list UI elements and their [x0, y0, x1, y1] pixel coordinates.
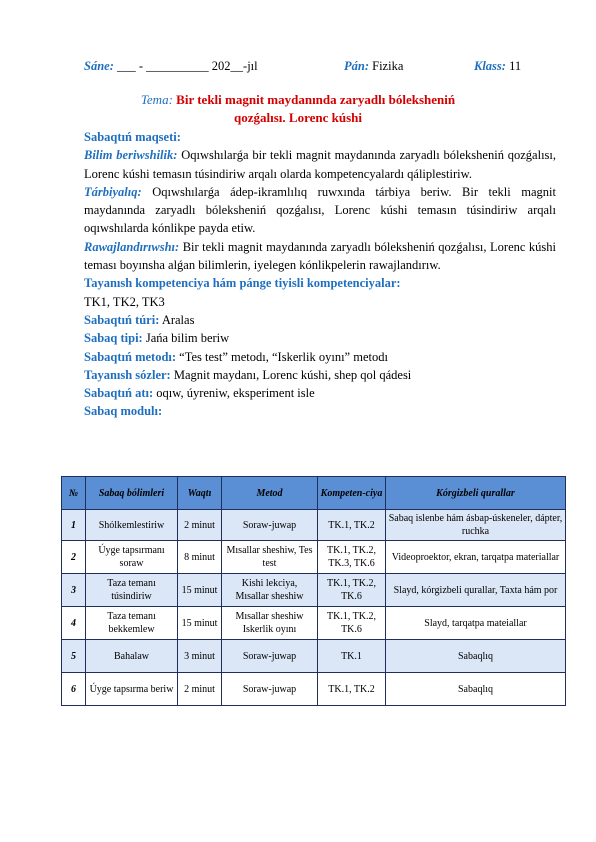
goals-heading: Sabaqtıń maqseti: [84, 130, 181, 144]
key-words-label: Tayanısh sózler: [84, 367, 171, 382]
lesson-kind-label: Sabaq tipi: [84, 331, 143, 346]
subject-field [344, 59, 403, 74]
class-value: 11 [509, 59, 522, 73]
theme-label: Tema: [140, 92, 173, 107]
table-row [62, 673, 566, 706]
education-goal [84, 146, 556, 183]
date-field [84, 59, 258, 74]
table-row [62, 510, 566, 541]
competencies-value: TK1, TK2, TK3 [84, 294, 165, 309]
subject-label: Pán: [344, 59, 369, 73]
row-time: 15 minut [178, 607, 222, 640]
upbringing-goal [84, 183, 556, 238]
row-method: Kishi lekciya, Mısallar sheshiw [222, 574, 318, 607]
subject-value: Fizika [372, 59, 404, 73]
class-field [474, 59, 521, 74]
education-label: Bilim beriwshilik: [84, 148, 178, 163]
row-time: 15 minut [178, 574, 222, 607]
theme-line-1 [0, 92, 596, 108]
row-method: Soraw-juwap [222, 673, 318, 706]
row-method: Soraw-juwap [222, 510, 318, 541]
row-section: Taza temanı túsindiriw [86, 574, 178, 607]
row-competency: TK.1, TK.2 [318, 673, 386, 706]
col-header-time: Waqtı [178, 477, 222, 510]
row-time: 8 minut [178, 541, 222, 574]
col-header-number: № [62, 477, 86, 510]
row-section: Taza temanı bekkemlew [86, 607, 178, 640]
row-section: Úyge tapsırma beriw [86, 673, 178, 706]
theme-title-2: qozǵalısı. Lorenc kúshi [234, 110, 362, 125]
theme-line-2 [0, 110, 596, 126]
row-time: 3 minut [178, 640, 222, 673]
row-number: 2 [62, 541, 86, 574]
development-label: Rawajlandırıwshı: [84, 239, 180, 254]
key-words [84, 366, 556, 384]
lesson-kind-value: Jańa bilim beriw [145, 331, 230, 346]
col-header-method: Metod [222, 477, 318, 510]
theme-title-1: Bir tekli magnit maydanında zaryadlı bólekshenіń [176, 92, 456, 107]
module-heading: Sabaq modulı: [84, 404, 163, 419]
class-label: Klass: [474, 59, 506, 73]
equipment [84, 384, 556, 402]
date-label: Sáne: [84, 59, 114, 73]
row-tools: Slayd, tarqatpa mateiallar [386, 607, 566, 640]
development-text: Bir tekli magnit maydanında zaryadlı bólekshenіń qozǵalısı, Lorenc kúshi teması boyınsha alǵan bilimlerin, iyelegen kónlikpelerin rawajlandırıw. [84, 239, 556, 273]
lesson-method-label: Sabaqtıń metodı: [84, 349, 177, 364]
row-section: Úyge tapsırmanı soraw [86, 541, 178, 574]
key-words-value: Magnit maydanı, Lorenc kúshi, shep qol qádesi [173, 367, 412, 382]
upbringing-label: Tárbiyalıq: [84, 184, 142, 199]
row-section: Shólkemlestiriw [86, 510, 178, 541]
table-row [62, 574, 566, 607]
row-section: Bahalaw [86, 640, 178, 673]
table-row [62, 541, 566, 574]
row-tools: Slayd, kórgizbeli qurallar, Taxta hám por [386, 574, 566, 607]
table-header-row [62, 477, 566, 510]
table-row [62, 640, 566, 673]
row-tools: Sabaqlıq [386, 640, 566, 673]
lesson-method [84, 348, 556, 366]
lesson-module-table [61, 476, 566, 706]
row-competency: TK.1, TK.2, TK.6 [318, 574, 386, 607]
row-competency: TK.1, TK.2, TK.6 [318, 607, 386, 640]
lesson-kind [84, 329, 556, 347]
row-tools: Sabaqlıq [386, 673, 566, 706]
lesson-method-value: “Tes test” metodı, “Iskerlik oyını” metodı [179, 349, 388, 364]
row-number: 5 [62, 640, 86, 673]
row-method: Soraw-juwap [222, 640, 318, 673]
lesson-type-label: Sabaqtıń túri: [84, 312, 160, 327]
competencies-heading: Tayanısh kompetenciya hám pánge tiyisli kompetenciyalar: [84, 276, 401, 291]
row-competency: TK.1, TK.2 [318, 510, 386, 541]
row-competency: TK.1 [318, 640, 386, 673]
education-text: Oqıwshılarǵa bir tekli magnit maydanında zaryadlı bólekshenіń qozǵalısı, Lorenc kúshi temasın túsindiriw arqalı olarda kompetencyalardı qáliplestiriw. [84, 148, 557, 181]
row-number: 6 [62, 673, 86, 706]
upbringing-text: Oqıwshılarǵa ádep-ikramlılıq ruwxında tárbiya beriw. Bir tekli magnit maydanında zaryadlı bólekshenіń qozǵalısı, Lorenc kúshi temasın túsindiriw arqalı oqıwshılarda kónlikpe payda etiw. [84, 184, 557, 236]
development-goal [84, 238, 556, 275]
row-method: Mısallar sheshiw Iskerlik oyını [222, 607, 318, 640]
table-row [62, 607, 566, 640]
equipment-label: Sabaqtıń atı: [84, 386, 154, 401]
lesson-type-value: Aralas [161, 312, 195, 327]
row-time: 2 minut [178, 673, 222, 706]
row-tools: Videoproektor, ekran, tarqatpa materiallar [386, 541, 566, 574]
lesson-type [84, 311, 556, 329]
row-method: Mısallar sheshiw, Tes test [222, 541, 318, 574]
row-tools: Sabaq islenbe hám ásbap-úskeneler, dápter, ruchka [386, 510, 566, 541]
row-competency: TK.1, TK.2, TK.3, TK.6 [318, 541, 386, 574]
row-time: 2 minut [178, 510, 222, 541]
row-number: 3 [62, 574, 86, 607]
col-header-section: Sabaq bólimleri [86, 477, 178, 510]
lesson-body [84, 128, 556, 421]
row-number: 1 [62, 510, 86, 541]
date-value: ___ - __________ 202__-jıl [117, 59, 258, 73]
col-header-competency: Kompeten-ciya [318, 477, 386, 510]
col-header-tools: Kórgizbeli qurallar [386, 477, 566, 510]
row-number: 4 [62, 607, 86, 640]
equipment-value: oqıw, úyreniw, eksperiment isle [156, 386, 315, 401]
